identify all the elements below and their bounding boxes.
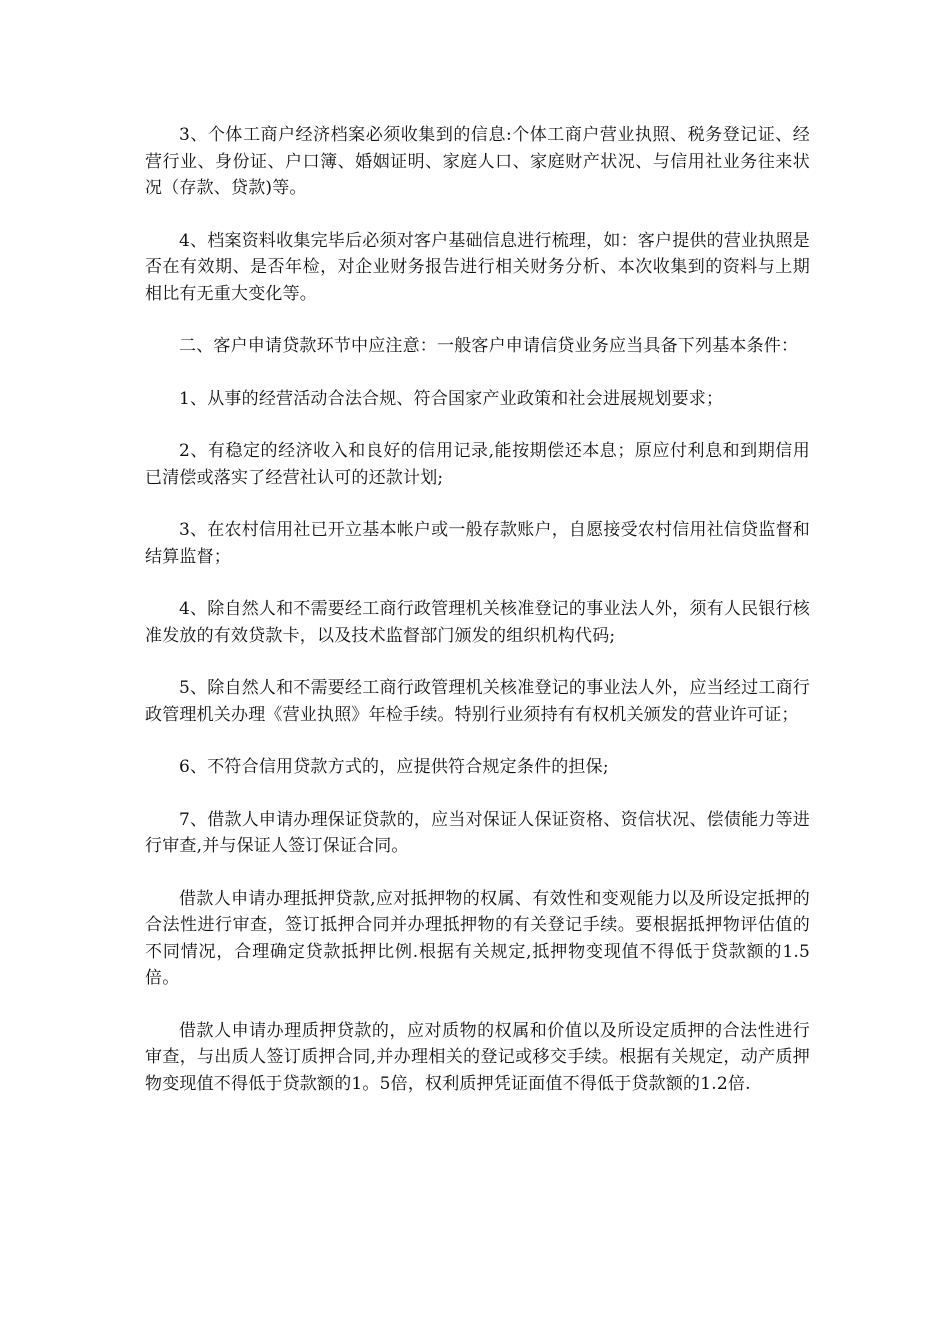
paragraph-mortgage-loan: 借款人申请办理抵押贷款,应对抵押物的权属、有效性和变观能力以及所设定抵押的合法性进行审查，签订抵押合同并办理抵押物的有关登记手续。要根据抵押物评估值的不同情况，合理确定贷款抵押比例.根据有关规定,抵押物变现值不得低于贷款额的1.5倍。 [145, 888, 810, 988]
section-heading-loan-application: 二、客户申请贷款环节中应注意：一般客户申请信贷业务应当具备下列基本条件： [179, 336, 799, 356]
paragraph-individual-business-archive: 3、个体工商户经济档案必须收集到的信息:个体工商户营业执照、税务登记证、经营行业、身份证、户口簿、婚姻证明、家庭人口、家庭财产状况、与信用社业务往来状况（存款、贷款)等。 [145, 125, 810, 198]
document-body [145, 122, 810, 1123]
paragraph-archive-review: 4、档案资料收集完毕后必须对客户基础信息进行梳理，如：客户提供的营业执照是否在有效期、是否年检，对企业财务报告进行相关财务分析、本次收集到的资料与上期相比有无重大变化等。 [145, 230, 810, 304]
list-item-condition-4: 4、除自然人和不需要经工商行政管理机关核准登记的事业法人外，须有人民银行核准发放的有效贷款卡，以及技术监督部门颁发的组织机构代码; [145, 599, 810, 646]
list-item-condition-6: 6、不符合信用贷款方式的，应提供符合规定条件的担保; [179, 757, 609, 777]
paragraph-pledge-loan: 借款人申请办理质押贷款的，应对质物的权属和价值以及所设定质押的合法性进行审查，与出质人签订质押合同,并办理相关的登记或移交手续。根据有关规定，动产质押物变现值不得低于贷款额的1。5倍，权利质押凭证面值不得低于贷款额的1.2倍. [145, 1020, 810, 1094]
list-item-condition-7: 7、借款人申请办理保证贷款的，应当对保证人保证资格、资信状况、偿债能力等进行审查,并与保证人签订保证合同。 [145, 809, 810, 856]
list-item-condition-3: 3、在农村信用社已开立基本帐户或一般存款账户，自愿接受农村信用社信贷监督和结算监督； [145, 520, 810, 567]
list-item-condition-5: 5、除自然人和不需要经工商行政管理机关核准登记的事业法人外，应当经过工商行政管理机关办理《营业执照》年检手续。特别行业须持有有权机关颁发的营业许可证； [145, 678, 810, 725]
list-item-condition-2: 2、有稳定的经济收入和良好的信用记录,能按期偿还本息；原应付利息和到期信用已清偿或落实了经营社认可的还款计划; [145, 441, 810, 488]
list-item-condition-1: 1、从事的经营活动合法合规、符合国家产业政策和社会进展规划要求； [179, 388, 724, 409]
